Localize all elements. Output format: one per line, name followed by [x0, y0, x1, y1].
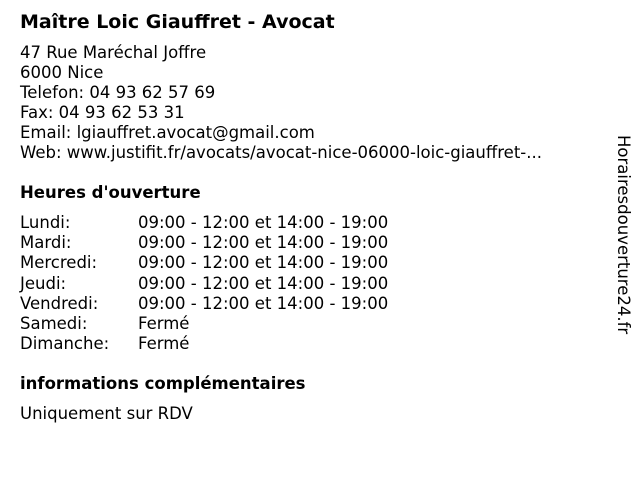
hours-time: 09:00 - 12:00 et 14:00 - 19:00 [138, 293, 389, 313]
contact-block [20, 43, 542, 163]
hours-time: 09:00 - 12:00 et 14:00 - 19:00 [138, 233, 389, 253]
info-text: Uniquement sur RDV [20, 404, 193, 423]
hours-day: Dimanche: [20, 334, 110, 354]
hours-time: Fermé [138, 313, 190, 333]
email-address: Email: lgiauffret.avocat@gmail.com [20, 123, 315, 142]
fax-number: Fax: 04 93 62 53 31 [20, 103, 185, 122]
street-address: 47 Rue Maréchal Joffre [20, 43, 207, 62]
hours-time: 09:00 - 12:00 et 14:00 - 19:00 [138, 213, 389, 232]
hours-row [20, 334, 440, 354]
hours-heading: Heures d'ouverture [20, 183, 201, 202]
hours-day: Samedi: [20, 313, 88, 333]
hours-time: Fermé [138, 334, 190, 354]
hours-row [20, 233, 440, 253]
hours-row [20, 253, 440, 273]
page-title: Maître Loic Giauffret - Avocat [20, 11, 335, 33]
hours-day: Vendredi: [20, 293, 99, 313]
hours-day: Mercredi: [20, 253, 98, 273]
hours-row [20, 294, 440, 314]
city-address: 6000 Nice [20, 63, 104, 82]
phone-number: Telefon: 04 93 62 57 69 [20, 83, 216, 102]
hours-row [20, 213, 440, 233]
website-link[interactable]: Web: www.justifit.fr/avocats/avocat-nice-06000-loic-giauffret-... [20, 143, 542, 162]
hours-table [20, 213, 440, 354]
hours-row [20, 314, 440, 334]
hours-day: Lundi: [20, 213, 71, 232]
hours-day: Jeudi: [20, 273, 67, 293]
hours-time: 09:00 - 12:00 et 14:00 - 19:00 [138, 273, 389, 293]
watermark-text: Horairesdouverture24.fr [614, 135, 633, 335]
hours-time: 09:00 - 12:00 et 14:00 - 19:00 [138, 253, 389, 273]
info-heading: informations complémentaires [20, 374, 306, 393]
hours-day: Mardi: [20, 233, 72, 253]
hours-row [20, 274, 440, 294]
